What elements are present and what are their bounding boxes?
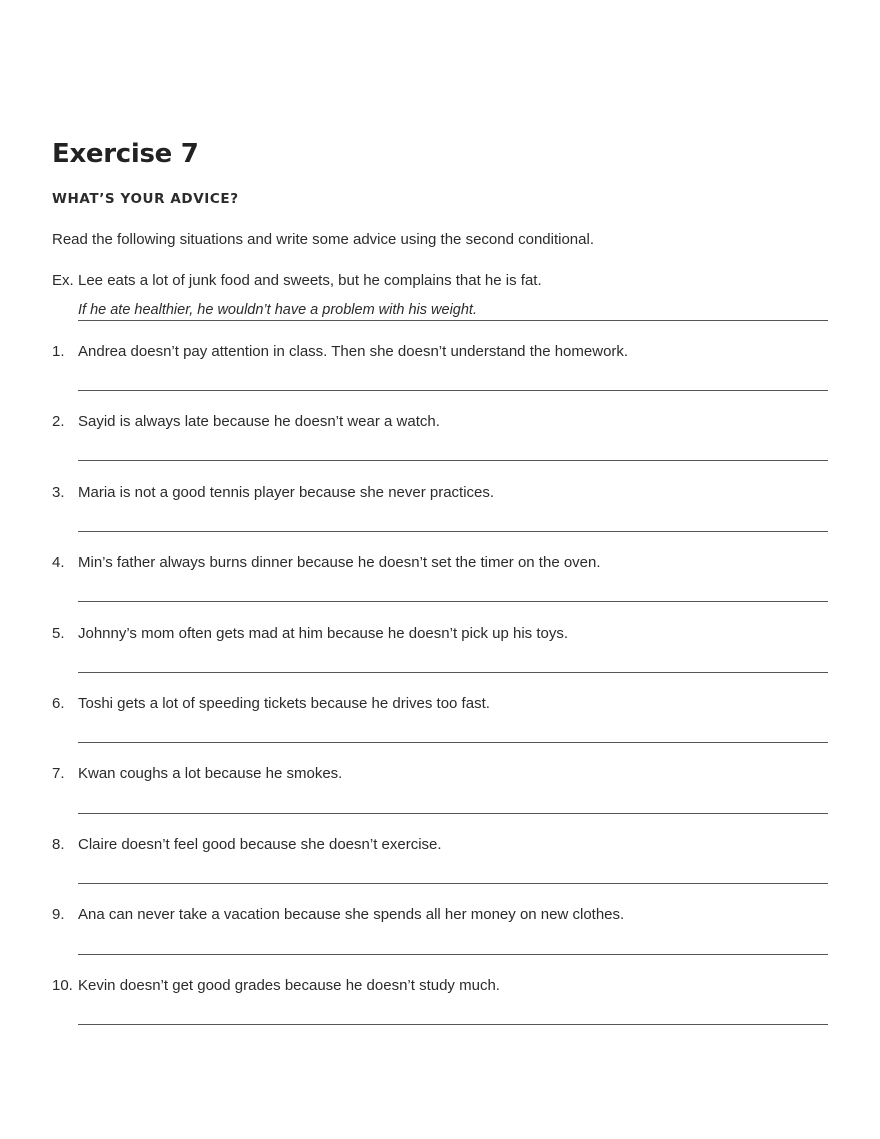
answer-line[interactable] bbox=[78, 883, 828, 884]
exercise-subtitle: WHAT’S YOUR ADVICE? bbox=[52, 191, 239, 207]
answer-line[interactable] bbox=[78, 672, 828, 673]
item-text: Kwan coughs a lot because he smokes. bbox=[78, 765, 343, 782]
item-number: 2. bbox=[52, 413, 65, 430]
item-number: 5. bbox=[52, 625, 65, 642]
answer-line[interactable] bbox=[78, 460, 828, 461]
item-text: Claire doesn’t feel good because she doesn’t exercise. bbox=[78, 836, 442, 853]
item-number: 8. bbox=[52, 836, 65, 853]
item-text: Johnny’s mom often gets mad at him because he doesn’t pick up his toys. bbox=[78, 625, 568, 642]
example-answer: If he ate healthier, he wouldn’t have a problem with his weight. bbox=[78, 302, 477, 318]
item-number: 3. bbox=[52, 484, 65, 501]
answer-line[interactable] bbox=[78, 390, 828, 391]
item-text: Andrea doesn’t pay attention in class. Then she doesn’t understand the homework. bbox=[78, 343, 629, 360]
item-number: 6. bbox=[52, 695, 65, 712]
item-number: 1. bbox=[52, 343, 65, 360]
answer-line[interactable] bbox=[78, 813, 828, 814]
example-answer-line bbox=[78, 320, 828, 321]
item-number: 10. bbox=[52, 977, 73, 994]
item-text: Ana can never take a vacation because she spends all her money on new clothes. bbox=[78, 906, 625, 923]
item-text: Kevin doesn’t get good grades because he doesn’t study much. bbox=[78, 977, 500, 994]
item-number: 7. bbox=[52, 765, 65, 782]
item-number: 9. bbox=[52, 906, 65, 923]
answer-line[interactable] bbox=[78, 601, 828, 602]
item-text: Maria is not a good tennis player because she never practices. bbox=[78, 484, 495, 501]
exercise-title: Exercise 7 bbox=[52, 139, 199, 169]
answer-line[interactable] bbox=[78, 1024, 828, 1025]
item-text: Min’s father always burns dinner because he doesn’t set the timer on the oven. bbox=[78, 554, 601, 571]
answer-line[interactable] bbox=[78, 531, 828, 532]
example-label: Ex. bbox=[52, 272, 74, 289]
item-text: Sayid is always late because he doesn’t wear a watch. bbox=[78, 413, 440, 430]
item-number: 4. bbox=[52, 554, 65, 571]
answer-line[interactable] bbox=[78, 954, 828, 955]
item-text: Toshi gets a lot of speeding tickets because he drives too fast. bbox=[78, 695, 490, 712]
instructions: Read the following situations and write some advice using the second conditional. bbox=[52, 231, 594, 248]
answer-line[interactable] bbox=[78, 742, 828, 743]
example-situation: Lee eats a lot of junk food and sweets, but he complains that he is fat. bbox=[78, 272, 542, 289]
